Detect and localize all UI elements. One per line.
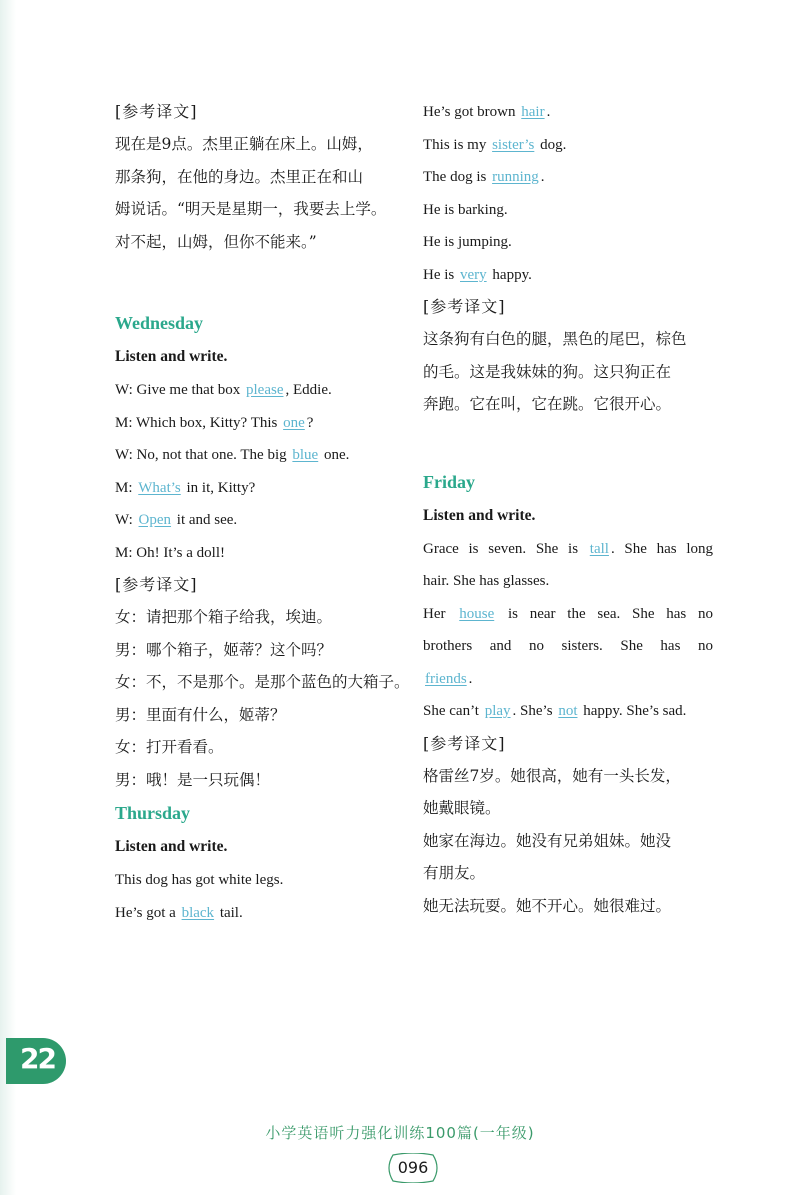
page-edge-tint <box>0 0 16 1195</box>
reference-translation-label: [参考译文] <box>423 297 506 316</box>
dialogue-line: hair. She has glasses. <box>423 573 550 589</box>
translation-line: 这条狗有白色的腿，黑色的尾巴，棕色 <box>423 330 687 348</box>
answer-blank: What’s <box>138 479 181 496</box>
answer-blank: Open <box>138 512 172 528</box>
translation-line: 女：打开看看。 <box>115 738 224 756</box>
answer-blank: black <box>181 904 215 921</box>
translation-line: 男：里面有什么，姬蒂？ <box>115 705 286 724</box>
answer-blank: house <box>459 605 495 622</box>
dialogue-line: brothers and no sisters. She has no <box>423 638 713 654</box>
translation-line: 姆说话。“明天是星期一，我要去上学。 <box>115 200 387 218</box>
dialogue-line: Grace is seven. She is tall . She has long <box>423 540 713 557</box>
translation-line: 那条狗，在他的身边。杰里正在和山 <box>115 167 364 186</box>
dialogue-line: He’s got brown hair . <box>423 104 551 120</box>
answer-blank: tall <box>589 540 609 557</box>
dialogue-line: W: Open it and see. <box>115 512 238 528</box>
book-title: 小学英语听力强化训练100篇(一年级) <box>265 1124 535 1142</box>
section-heading-friday: Friday <box>423 471 475 492</box>
answer-blank: running <box>492 169 539 185</box>
dialogue-line: He is jumping. <box>423 234 512 250</box>
translation-line: 她戴眼镜。 <box>423 799 501 817</box>
translation-line: 女：请把那个箱子给我，埃迪。 <box>115 608 333 626</box>
dialogue-line: The dog is running . <box>423 169 545 185</box>
section-number-badge <box>6 1038 66 1084</box>
translation-line: 格雷丝7岁。她很高，她有一头长发， <box>423 766 681 785</box>
page-number-box <box>383 1153 443 1183</box>
page-number: 096 <box>397 1158 429 1177</box>
answer-blank: friends <box>425 670 467 687</box>
instruction: Listen and write. <box>115 348 228 365</box>
translation-line: 她家在海边。她没有兄弟姐妹。她没 <box>423 831 672 850</box>
dialogue-line: Her house is near the sea. She has no <box>423 605 713 622</box>
answer-blank: sister’s <box>492 136 535 153</box>
translation-line: 有朋友。 <box>423 864 486 882</box>
dialogue-line: He is very happy. <box>423 266 532 283</box>
dialogue-line: He is barking. <box>423 201 508 218</box>
translation-line: 男：哦！是一只玩偶！ <box>115 770 271 789</box>
right-column <box>423 96 713 922</box>
dialogue-line: He’s got a black tail. <box>115 904 243 921</box>
answer-blank: hair <box>521 104 545 120</box>
answer-blank: not <box>558 703 578 719</box>
translation-line: 女：不，不是那个。是那个蓝色的大箱子。 <box>115 673 410 691</box>
reference-translation-label: [参考译文] <box>115 575 198 594</box>
reference-translation-label: [参考译文] <box>115 102 198 121</box>
translation-line: 奔跑。它在叫，它在跳。它很开心。 <box>423 395 672 413</box>
dialogue-line: This dog has got white legs. <box>115 872 284 888</box>
translation-line: 现在是9点。杰里正躺在床上。山姆， <box>115 135 373 153</box>
dialogue-line: W: No, not that one. The big blue one. <box>115 447 350 463</box>
dialogue-line: friends . <box>425 670 473 687</box>
translation-line: 男：哪个箱子，姬蒂？这个吗？ <box>115 640 333 659</box>
dialogue-line: M: Which box, Kitty? This one ? <box>115 414 314 431</box>
dialogue-line: W: Give me that box please , Eddie. <box>115 382 332 398</box>
translation-line: 她无法玩耍。她不开心。她很难过。 <box>423 896 672 915</box>
translation-line: 对不起，山姆，但你不能来。” <box>115 232 317 251</box>
instruction: Listen and write. <box>115 838 228 855</box>
answer-blank: blue <box>292 447 319 463</box>
translation-line: 的毛。这是我妹妹的狗。这只狗正在 <box>423 362 672 381</box>
left-column <box>115 96 410 929</box>
section-number: 22 <box>20 1042 55 1075</box>
section-heading-wednesday: Wednesday <box>115 313 204 333</box>
instruction: Listen and write. <box>423 506 536 524</box>
dialogue-line: M: What’s in it, Kitty? <box>115 479 256 496</box>
dialogue-line: M: Oh! It’s a doll! <box>115 544 225 561</box>
answer-blank: one <box>283 414 305 431</box>
answer-blank: play <box>484 703 511 719</box>
reference-translation-label: [参考译文] <box>423 733 506 753</box>
answer-blank: very <box>460 266 487 283</box>
answer-blank: please <box>246 382 284 398</box>
section-heading-thursday: Thursday <box>115 803 191 823</box>
dialogue-line: This is my sister’s dog. <box>423 136 567 153</box>
dialogue-line: She can’t play . She’s not happy. She’s sad. <box>423 703 687 719</box>
